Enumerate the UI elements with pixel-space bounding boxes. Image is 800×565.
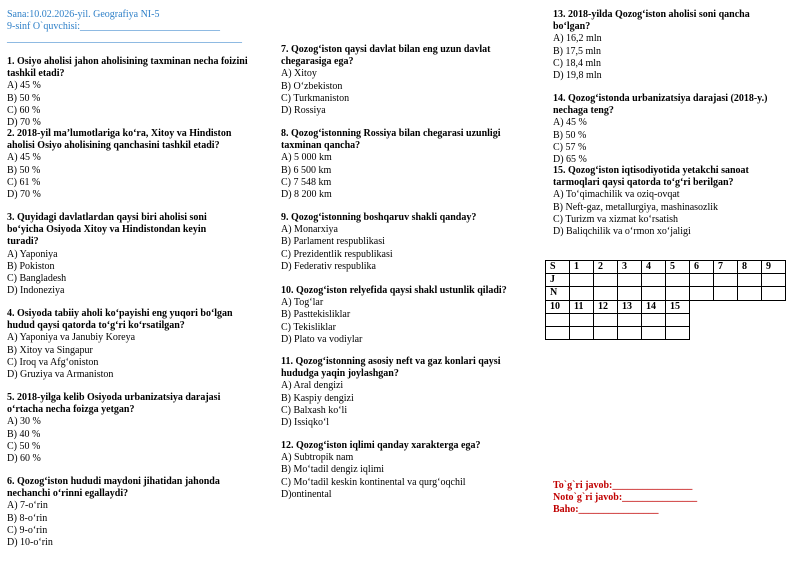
option-d[interactable]: D) Indoneziya — [7, 285, 65, 297]
table-cell: S — [546, 261, 570, 274]
grade-line: Baho:________________ — [553, 504, 659, 516]
student-name-line: 9-sinf O`quvchisi:____________________________ — [7, 21, 221, 32]
answer-cell[interactable] — [618, 313, 642, 326]
option-c[interactable]: C) 18,4 mln — [553, 57, 602, 69]
question-text: 10. Qozog‘iston relyefida qaysi shakl ustunlik qiladi? — [281, 285, 507, 296]
question-5 — [7, 392, 257, 465]
option-a[interactable]: A) To‘qimachilik va oziq-ovqat — [553, 189, 680, 201]
table-cell: 7 — [714, 261, 738, 274]
option-d[interactable]: D) 8 200 km — [281, 189, 332, 201]
answer-cell[interactable] — [738, 274, 762, 287]
option-d[interactable]: D) 19,8 mln — [553, 70, 602, 82]
question-text: 5. 2018-yilga kelib Osiyoda urbanizatsiya darajasi o‘rtacha necha foizga yetgan? — [7, 392, 221, 416]
option-d[interactable]: D) 70 % — [7, 189, 41, 201]
question-15 — [553, 165, 788, 238]
option-a[interactable]: A) Yaponiya va Janubiy Koreya — [7, 332, 136, 344]
answer-row-2a — [546, 313, 690, 326]
table-cell: 3 — [618, 261, 642, 274]
option-d[interactable]: D) 70 % — [7, 117, 41, 129]
answer-cell[interactable] — [642, 274, 666, 287]
option-b[interactable]: B) 6 500 km — [281, 164, 332, 176]
answer-cell[interactable] — [714, 274, 738, 287]
question-text: 9. Qozog‘istonning boshqaruv shakli qanday? — [281, 212, 477, 223]
answer-table-header-row — [546, 261, 786, 274]
results-block — [553, 480, 697, 517]
option-c[interactable]: C) 57 % — [553, 141, 587, 153]
option-b[interactable]: B) 50 % — [553, 129, 587, 141]
option-d[interactable]: D) Federativ respublika — [281, 260, 376, 272]
answer-cell[interactable] — [570, 274, 594, 287]
table-cell: 6 — [690, 261, 714, 274]
question-3 — [7, 212, 232, 297]
option-c[interactable]: C) 7 548 km — [281, 176, 332, 188]
answer-cell[interactable] — [666, 287, 690, 300]
header-block — [7, 9, 272, 45]
answer-cell[interactable] — [594, 287, 618, 300]
answer-cell[interactable] — [690, 274, 714, 287]
table-cell: 9 — [762, 261, 786, 274]
option-a[interactable]: A) Tog‘lar — [281, 297, 324, 309]
option-c[interactable]: C) Prezidentlik respublikasi — [281, 248, 393, 260]
answer-row-n — [546, 287, 786, 300]
option-c[interactable]: C) Tekisliklar — [281, 321, 336, 333]
option-d[interactable]: D)ontinental — [281, 488, 332, 500]
question-4 — [7, 308, 257, 381]
answer-cell[interactable] — [570, 287, 594, 300]
answer-cell[interactable] — [546, 326, 570, 339]
answer-cell[interactable] — [642, 287, 666, 300]
answer-row-2b — [546, 326, 690, 339]
answer-table — [545, 260, 786, 301]
table-cell: 15 — [666, 300, 690, 313]
option-b[interactable]: B) 17,5 mln — [553, 45, 602, 57]
option-a[interactable]: A) 7-o‘rin — [7, 500, 48, 512]
answer-cell[interactable] — [570, 313, 594, 326]
table-cell: N — [546, 287, 570, 300]
question-6 — [7, 476, 257, 549]
option-b[interactable]: B) Pokiston — [7, 260, 55, 272]
option-b[interactable]: B) 50 % — [7, 164, 41, 176]
option-c[interactable]: C) Turkmaniston — [281, 92, 350, 104]
option-a[interactable]: A) 45 % — [553, 117, 587, 129]
table-cell: 2 — [594, 261, 618, 274]
question-text: 7. Qozog‘iston qaysi davlat bilan eng uzun davlat chegarasiga ega? — [281, 44, 491, 68]
answer-cell[interactable] — [594, 326, 618, 339]
option-d[interactable]: D) Plato va vodiylar — [281, 333, 363, 345]
table-cell: 5 — [666, 261, 690, 274]
answer-cell[interactable] — [666, 326, 690, 339]
answer-cell[interactable] — [666, 313, 690, 326]
question-10 — [281, 285, 543, 346]
question-13 — [553, 9, 763, 82]
option-c[interactable]: C) Mo‘tadil keskin kontinental va qurg‘oqchil — [281, 476, 466, 488]
question-text: 11. Qozog‘istonning asosiy neft va gaz konlari qaysi hududga yaqin joylashgan? — [281, 356, 501, 380]
option-b[interactable]: B) Kaspiy dengizi — [281, 392, 354, 404]
question-9 — [281, 212, 541, 273]
answer-cell[interactable] — [666, 274, 690, 287]
answer-cell[interactable] — [642, 326, 666, 339]
table-cell: 14 — [642, 300, 666, 313]
table-cell: 8 — [738, 261, 762, 274]
option-b[interactable]: B) Neft-gaz, metallurgiya, mashinasozlik — [553, 201, 719, 213]
option-a[interactable]: A) Xitoy — [281, 68, 317, 80]
table-cell: 11 — [570, 300, 594, 313]
option-c[interactable]: C) 61 % — [7, 176, 41, 188]
answer-table-block — [545, 260, 786, 340]
option-b[interactable]: B) 50 % — [7, 92, 41, 104]
answer-row-j — [546, 274, 786, 287]
option-a[interactable]: A) Yaponiya — [7, 248, 58, 260]
answer-cell[interactable] — [762, 287, 786, 300]
question-text: 12. Qozog‘iston iqlimi qanday xarakterga ega? — [281, 440, 481, 451]
question-1 — [7, 56, 267, 129]
question-text: 3. Quyidagi davlatlardan qaysi biri aholisi soni bo‘yicha Osiyoda Xitoy va Hindistondan keyin turadi? — [7, 212, 207, 248]
question-12 — [281, 440, 541, 501]
answer-table-second — [545, 300, 690, 340]
option-d[interactable]: D) 60 % — [7, 453, 41, 465]
answer-cell[interactable] — [618, 326, 642, 339]
answer-cell[interactable] — [690, 287, 714, 300]
option-c[interactable]: C) Bangladesh — [7, 273, 67, 285]
table-cell: 4 — [642, 261, 666, 274]
date-line: Sana:10.02.2026-yil. Geografiya NI-5 — [7, 9, 160, 20]
table-cell: J — [546, 274, 570, 287]
question-text: 15. Qozog‘iston iqtisodiyotida yetakchi sanoat tarmoqlari qaysi qatorda to‘g‘ri berilgan? — [553, 165, 749, 189]
option-d[interactable]: D) 10-o‘rin — [7, 537, 53, 549]
answer-cell[interactable] — [642, 313, 666, 326]
question-text: 13. 2018-yilda Qozog‘iston aholisi soni qancha bo‘lgan? — [553, 9, 750, 33]
question-7 — [281, 44, 516, 117]
question-11 — [281, 356, 531, 429]
answer-cell[interactable] — [618, 274, 642, 287]
table-cell: 13 — [618, 300, 642, 313]
option-b[interactable]: B) Mo‘tadil dengiz iqlimi — [281, 464, 385, 476]
question-14 — [553, 93, 793, 166]
answer-cell[interactable] — [738, 287, 762, 300]
blank-line: _______________________________________________ — [7, 33, 242, 44]
option-c[interactable]: C) 50 % — [7, 440, 41, 452]
table-cell: 1 — [570, 261, 594, 274]
question-2 — [7, 128, 257, 201]
option-b[interactable]: B) 8-o‘rin — [7, 512, 48, 524]
option-d[interactable]: D) Rossiya — [281, 105, 326, 117]
answer-cell[interactable] — [594, 274, 618, 287]
option-c[interactable]: C) 9-o‘rin — [7, 524, 48, 536]
answer-cell[interactable] — [762, 274, 786, 287]
table-cell: 12 — [594, 300, 618, 313]
table-cell: 10 — [546, 300, 570, 313]
option-d[interactable]: D) 65 % — [553, 154, 587, 166]
option-a[interactable]: A) Subtropik nam — [281, 452, 354, 464]
option-b[interactable]: B) Pasttekisliklar — [281, 309, 351, 321]
option-a[interactable]: A) 45 % — [7, 152, 41, 164]
option-a[interactable]: A) 16,2 mln — [553, 33, 602, 45]
answer-cell[interactable] — [570, 326, 594, 339]
question-text: 6. Qozog‘iston hududi maydoni jihatidan jahonda nechanchi o‘rinni egallaydi? — [7, 476, 220, 500]
question-text: 2. 2018-yil ma’lumotlariga ko‘ra, Xitoy va Hindiston aholisi Osiyo aholisining qanchasini tashkil etadi? — [7, 128, 232, 152]
option-b[interactable]: B) Parlament respublikasi — [281, 236, 385, 248]
question-text: 8. Qozog‘istonning Rossiya bilan chegarasi uzunligi taxminan qancha? — [281, 128, 501, 152]
option-a[interactable]: A) Monarxiya — [281, 224, 338, 236]
answer-cell[interactable] — [714, 287, 738, 300]
option-d[interactable]: D) Issiqko‘l — [281, 417, 330, 429]
option-c[interactable]: C) Turizm va xizmat ko‘rsatish — [553, 213, 678, 225]
wrong-answers-line: Noto`g`ri javob:_______________ — [553, 492, 698, 504]
option-c[interactable]: C) Iroq va Afg‘oniston — [7, 356, 99, 368]
answer-table-header-row-2 — [546, 300, 690, 313]
option-a[interactable]: A) Aral dengizi — [281, 380, 344, 392]
answer-cell[interactable] — [618, 287, 642, 300]
question-8 — [281, 128, 516, 201]
option-c[interactable]: C) Balxash ko‘li — [281, 404, 348, 416]
answer-cell[interactable] — [594, 313, 618, 326]
option-a[interactable]: A) 45 % — [7, 80, 41, 92]
option-b[interactable]: B) O‘zbekiston — [281, 80, 343, 92]
option-c[interactable]: C) 60 % — [7, 104, 41, 116]
correct-answers-line: To`g`ri javob:________________ — [553, 480, 693, 491]
question-text: 1. Osiyo aholisi jahon aholisining taxminan necha foizini tashkil etadi? — [7, 56, 248, 80]
option-d[interactable]: D) Gruziya va Armaniston — [7, 369, 114, 381]
option-b[interactable]: B) Xitoy va Singapur — [7, 344, 93, 356]
option-a[interactable]: A) 30 % — [7, 416, 41, 428]
option-a[interactable]: A) 5 000 km — [281, 152, 332, 164]
question-text: 14. Qozog‘istonda urbanizatsiya darajasi (2018-y.) nechaga teng? — [553, 93, 768, 117]
question-text: 4. Osiyoda tabiiy aholi ko‘payishi eng yuqori bo‘lgan hudud qaysi qatorda to‘g‘ri ko‘rsatilgan? — [7, 308, 233, 332]
option-d[interactable]: D) Baliqchilik va o‘rmon xo‘jaligi — [553, 226, 691, 238]
option-b[interactable]: B) 40 % — [7, 428, 41, 440]
answer-cell[interactable] — [546, 313, 570, 326]
